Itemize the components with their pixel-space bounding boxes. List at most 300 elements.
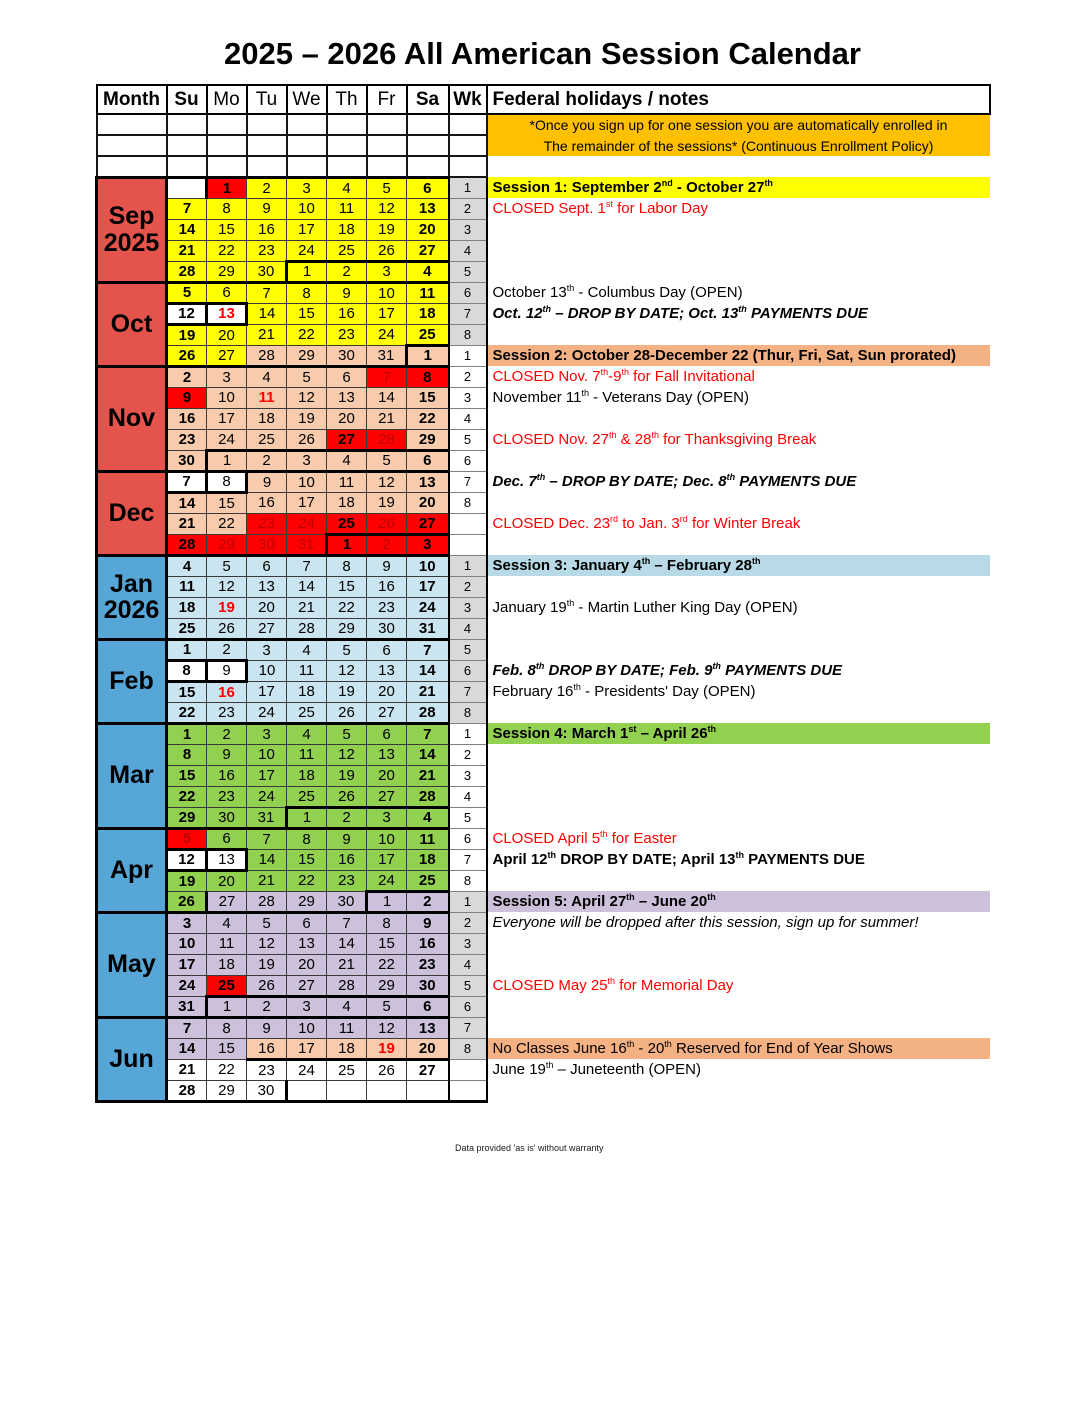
day-cell: 18: [407, 849, 449, 870]
week-number: 8: [449, 492, 487, 513]
day-cell: 28: [167, 261, 207, 282]
day-cell: 16: [327, 849, 367, 870]
day-cell: 20: [367, 765, 407, 786]
week-number: 7: [449, 681, 487, 702]
day-cell: 6: [407, 450, 449, 471]
day-cell: 5: [367, 450, 407, 471]
day-cell: 16: [247, 1038, 287, 1059]
day-cell: 19: [327, 681, 367, 702]
day-cell: 7: [407, 639, 449, 660]
day-cell: 27: [367, 702, 407, 723]
day-cell: 24: [247, 702, 287, 723]
day-cell: 15: [327, 576, 367, 597]
week-number: 4: [449, 954, 487, 975]
day-cell: 23: [207, 786, 247, 807]
day-cell: 28: [247, 345, 287, 366]
day-cell: 19: [167, 870, 207, 891]
day-cell: 7: [167, 471, 207, 492]
week-number: 3: [449, 597, 487, 618]
day-cell: 6: [407, 996, 449, 1017]
day-cell: 30: [247, 534, 287, 555]
month-label-apr: Apr: [97, 828, 167, 912]
day-cell: 4: [407, 807, 449, 828]
day-cell: 19: [167, 324, 207, 345]
day-cell: 19: [287, 408, 327, 429]
week-number: 5: [449, 975, 487, 996]
week-number: 7: [449, 471, 487, 492]
day-cell: 21: [247, 324, 287, 345]
week-number: 6: [449, 450, 487, 471]
day-cell: 12: [287, 387, 327, 408]
day-cell: 2: [207, 723, 247, 744]
day-cell: 6: [367, 723, 407, 744]
day-cell: 9: [207, 660, 247, 681]
day-cell: 2: [407, 891, 449, 912]
day-cell: 28: [247, 891, 287, 912]
day-cell: 21: [407, 681, 449, 702]
day-cell: 23: [207, 702, 247, 723]
col-header-tu: Tu: [247, 85, 287, 114]
week-number: 8: [449, 324, 487, 345]
day-cell: 11: [247, 387, 287, 408]
day-cell: 31: [287, 534, 327, 555]
day-cell: 10: [247, 744, 287, 765]
day-cell: 16: [247, 492, 287, 513]
note-drop-date: Dec. 7th – DROP BY DATE; Dec. 8th PAYMENTS DUE: [487, 471, 990, 492]
day-cell: 28: [327, 975, 367, 996]
month-label-mar: Mar: [97, 723, 167, 828]
month-label-may: May: [97, 912, 167, 1017]
day-cell: 6: [287, 912, 327, 933]
day-cell: 14: [407, 744, 449, 765]
day-cell: 24: [287, 1059, 327, 1080]
day-cell: 2: [247, 450, 287, 471]
day-cell: 19: [367, 492, 407, 513]
enrollment-policy-note: *Once you sign up for one session you are automatically enrolled in: [487, 114, 990, 135]
col-header-mo: Mo: [207, 85, 247, 114]
day-cell: 30: [327, 891, 367, 912]
day-cell: 9: [207, 744, 247, 765]
day-cell: 1: [287, 261, 327, 282]
note-cell: [487, 933, 990, 954]
day-cell: 17: [407, 576, 449, 597]
week-number: 1: [449, 723, 487, 744]
note-cell: [487, 1080, 990, 1101]
day-cell: 14: [407, 660, 449, 681]
day-cell: 21: [407, 765, 449, 786]
day-cell: 23: [247, 240, 287, 261]
day-cell: 29: [367, 975, 407, 996]
note-cell: [487, 492, 990, 513]
empty-cell: [97, 156, 167, 177]
day-cell: 30: [207, 807, 247, 828]
day-cell: 28: [407, 786, 449, 807]
page-title: 2025 – 2026 All American Session Calendar: [224, 36, 861, 71]
day-cell: 12: [207, 576, 247, 597]
day-cell: 17: [367, 849, 407, 870]
day-cell: 13: [327, 387, 367, 408]
week-number: 7: [449, 1017, 487, 1038]
day-cell: 20: [407, 219, 449, 240]
day-cell: 11: [167, 576, 207, 597]
note-cell: [487, 1017, 990, 1038]
day-cell: 24: [207, 429, 247, 450]
day-cell: 20: [247, 597, 287, 618]
day-cell: 17: [287, 1038, 327, 1059]
empty-cell: [207, 135, 247, 156]
day-cell: 18: [167, 597, 207, 618]
day-cell: 7: [167, 1017, 207, 1038]
day-cell: 24: [287, 513, 327, 534]
day-cell: 2: [367, 534, 407, 555]
week-number: 2: [449, 198, 487, 219]
day-cell: 10: [287, 471, 327, 492]
day-cell: 7: [407, 723, 449, 744]
month-label-oct: Oct: [97, 282, 167, 366]
day-cell: 12: [327, 744, 367, 765]
day-cell: 12: [327, 660, 367, 681]
day-cell: 15: [287, 303, 327, 324]
day-cell: 8: [207, 198, 247, 219]
note-cell: [487, 954, 990, 975]
col-header-notes: Federal holidays / notes: [487, 85, 990, 114]
session-4-header: Session 4: March 1st – April 26th: [487, 723, 990, 744]
week-number: 1: [449, 177, 487, 198]
day-cell: 11: [327, 471, 367, 492]
day-cell: 28: [167, 534, 207, 555]
day-cell: 9: [327, 282, 367, 303]
calendar-wrapper: [95, 84, 991, 1103]
week-number: [449, 534, 487, 555]
day-cell: 22: [287, 324, 327, 345]
day-cell: 23: [327, 324, 367, 345]
empty-cell: [367, 114, 407, 135]
day-cell: 26: [327, 786, 367, 807]
day-cell: 13: [407, 1017, 449, 1038]
day-cell: 23: [327, 870, 367, 891]
day-cell: 18: [327, 219, 367, 240]
day-cell: 28: [407, 702, 449, 723]
enrollment-policy-note: The remainder of the sessions* (Continuous Enrollment Policy): [487, 135, 990, 156]
week-number: 3: [449, 765, 487, 786]
day-cell: 5: [207, 555, 247, 576]
week-number: 4: [449, 240, 487, 261]
day-cell: 14: [167, 1038, 207, 1059]
note-cell: [487, 408, 990, 429]
day-cell: 12: [167, 849, 207, 870]
day-cell: 31: [167, 996, 207, 1017]
note-cell: [487, 576, 990, 597]
day-cell: 29: [207, 1080, 247, 1101]
note-cell: January 19th - Martin Luther King Day (OPEN): [487, 597, 990, 618]
day-cell: 17: [207, 408, 247, 429]
day-cell: 15: [407, 387, 449, 408]
day-cell: 27: [327, 429, 367, 450]
day-cell: 29: [327, 618, 367, 639]
day-cell: 8: [167, 660, 207, 681]
col-header-fr: Fr: [367, 85, 407, 114]
day-cell: 29: [287, 891, 327, 912]
day-cell: 26: [327, 702, 367, 723]
day-cell: 1: [367, 891, 407, 912]
day-cell: 27: [407, 240, 449, 261]
note-closed: CLOSED May 25th for Memorial Day: [487, 975, 990, 996]
note-drop-date: Oct. 12th – DROP BY DATE; Oct. 13th PAYMENTS DUE: [487, 303, 990, 324]
day-cell: 13: [407, 471, 449, 492]
day-cell: 3: [207, 366, 247, 387]
week-number: 7: [449, 849, 487, 870]
day-cell: 10: [207, 387, 247, 408]
day-cell: 13: [247, 576, 287, 597]
day-cell: 27: [407, 513, 449, 534]
week-number: 2: [449, 912, 487, 933]
note-cell: [487, 639, 990, 660]
week-number: 2: [449, 576, 487, 597]
day-cell: 2: [247, 177, 287, 198]
day-cell: 15: [167, 765, 207, 786]
day-cell: 6: [207, 282, 247, 303]
day-cell: 2: [207, 639, 247, 660]
day-cell: 13: [407, 198, 449, 219]
day-cell: 3: [407, 534, 449, 555]
day-cell: 12: [247, 933, 287, 954]
day-cell: 27: [207, 891, 247, 912]
day-cell: 4: [207, 912, 247, 933]
day-cell: 19: [247, 954, 287, 975]
day-cell: 20: [367, 681, 407, 702]
day-cell: 14: [167, 492, 207, 513]
day-cell: 28: [367, 429, 407, 450]
day-cell: 25: [167, 618, 207, 639]
week-number: 8: [449, 702, 487, 723]
day-cell: 20: [287, 954, 327, 975]
day-cell: 23: [407, 954, 449, 975]
note-cell: [487, 240, 990, 261]
day-cell: 13: [207, 849, 247, 870]
day-cell: 20: [327, 408, 367, 429]
day-cell: 30: [167, 450, 207, 471]
day-cell: 4: [247, 366, 287, 387]
day-cell: 27: [207, 345, 247, 366]
day-cell: 5: [247, 912, 287, 933]
day-cell: 19: [207, 597, 247, 618]
empty-cell: [287, 135, 327, 156]
day-cell: 16: [167, 408, 207, 429]
day-cell: 5: [167, 282, 207, 303]
day-cell: 26: [367, 240, 407, 261]
day-cell: 11: [407, 828, 449, 849]
week-number: 4: [449, 408, 487, 429]
day-cell: 18: [287, 681, 327, 702]
day-cell: 30: [367, 618, 407, 639]
week-number: 5: [449, 429, 487, 450]
week-number: 4: [449, 786, 487, 807]
empty-cell: [247, 156, 287, 177]
day-cell: 21: [327, 954, 367, 975]
day-cell: 17: [287, 492, 327, 513]
day-cell: 1: [207, 996, 247, 1017]
note-closed: CLOSED Nov. 7th-9th for Fall Invitational: [487, 366, 990, 387]
empty-cell: [327, 156, 367, 177]
day-cell: 2: [247, 996, 287, 1017]
day-cell: 1: [207, 450, 247, 471]
day-cell: 8: [287, 828, 327, 849]
day-cell: 1: [167, 723, 207, 744]
week-number: [449, 513, 487, 534]
day-cell: 25: [207, 975, 247, 996]
day-cell: 21: [287, 597, 327, 618]
note-cell: [487, 744, 990, 765]
week-number: 6: [449, 282, 487, 303]
col-header-th: Th: [327, 85, 367, 114]
day-cell: 21: [167, 1059, 207, 1080]
day-cell: 20: [407, 1038, 449, 1059]
day-cell: 21: [167, 513, 207, 534]
day-cell: 3: [167, 912, 207, 933]
day-cell: 8: [287, 282, 327, 303]
day-cell: 6: [207, 828, 247, 849]
day-cell: 6: [367, 639, 407, 660]
day-cell: [167, 177, 207, 198]
note-cell: [487, 618, 990, 639]
empty-cell: [97, 135, 167, 156]
day-cell: 30: [247, 1080, 287, 1101]
day-cell: 11: [327, 1017, 367, 1038]
day-cell: [367, 1080, 407, 1101]
day-cell: 10: [367, 828, 407, 849]
day-cell: 23: [247, 1059, 287, 1080]
empty-cell: [327, 114, 367, 135]
day-cell: 21: [167, 240, 207, 261]
day-cell: 10: [407, 555, 449, 576]
day-cell: 5: [327, 723, 367, 744]
day-cell: 31: [247, 807, 287, 828]
day-cell: 23: [367, 597, 407, 618]
note-no-classes: No Classes June 16th - 20th Reserved for End of Year Shows: [487, 1038, 990, 1059]
month-label-sep-2025: Sep 2025: [97, 177, 167, 282]
day-cell: 29: [407, 429, 449, 450]
col-header-su: Su: [167, 85, 207, 114]
day-cell: 23: [167, 429, 207, 450]
day-cell: 24: [367, 324, 407, 345]
day-cell: 8: [167, 744, 207, 765]
empty-cell: [207, 156, 247, 177]
week-number: 5: [449, 639, 487, 660]
day-cell: 18: [247, 408, 287, 429]
day-cell: 27: [287, 975, 327, 996]
day-cell: 7: [167, 198, 207, 219]
day-cell: 19: [367, 1038, 407, 1059]
day-cell: 9: [367, 555, 407, 576]
day-cell: 22: [207, 1059, 247, 1080]
empty-cell: [449, 114, 487, 135]
day-cell: 8: [407, 366, 449, 387]
month-label-feb: Feb: [97, 639, 167, 723]
empty-cell: [407, 135, 449, 156]
empty-cell: [407, 114, 449, 135]
note-cell: February 16th - Presidents' Day (OPEN): [487, 681, 990, 702]
day-cell: 23: [247, 513, 287, 534]
day-cell: 30: [327, 345, 367, 366]
day-cell: 25: [407, 324, 449, 345]
week-number: [449, 1080, 487, 1101]
day-cell: 4: [287, 723, 327, 744]
note-drop-date: Feb. 8th DROP BY DATE; Feb. 9th PAYMENTS DUE: [487, 660, 990, 681]
day-cell: 24: [407, 597, 449, 618]
day-cell: 14: [167, 219, 207, 240]
day-cell: 4: [167, 555, 207, 576]
day-cell: 3: [287, 177, 327, 198]
note-cell: [487, 702, 990, 723]
note-closed: CLOSED Nov. 27th & 28th for Thanksgiving Break: [487, 429, 990, 450]
session-5-header: Session 5: April 27th – June 20th: [487, 891, 990, 912]
day-cell: 10: [247, 660, 287, 681]
day-cell: 11: [207, 933, 247, 954]
day-cell: 12: [367, 471, 407, 492]
day-cell: 9: [407, 912, 449, 933]
day-cell: 4: [407, 261, 449, 282]
day-cell: 12: [167, 303, 207, 324]
day-cell: 29: [207, 261, 247, 282]
empty-cell: [449, 156, 487, 177]
day-cell: 20: [207, 870, 247, 891]
footer-disclaimer: Data provided 'as is' without warranty: [455, 1143, 604, 1153]
week-number: 5: [449, 807, 487, 828]
day-cell: 11: [407, 282, 449, 303]
day-cell: 14: [247, 849, 287, 870]
day-cell: 8: [367, 912, 407, 933]
day-cell: 22: [167, 786, 207, 807]
week-number: 6: [449, 996, 487, 1017]
day-cell: 14: [287, 576, 327, 597]
day-cell: 3: [247, 639, 287, 660]
day-cell: 16: [367, 576, 407, 597]
week-number: 1: [449, 345, 487, 366]
day-cell: 2: [327, 261, 367, 282]
day-cell: 1: [207, 177, 247, 198]
day-cell: 3: [367, 261, 407, 282]
session-2-header: Session 2: October 28-December 22 (Thur, Fri, Sat, Sun prorated): [487, 345, 990, 366]
day-cell: 2: [167, 366, 207, 387]
day-cell: 22: [207, 513, 247, 534]
day-cell: 25: [327, 513, 367, 534]
week-number: 2: [449, 366, 487, 387]
day-cell: 22: [167, 702, 207, 723]
day-cell: 19: [327, 765, 367, 786]
day-cell: [407, 1080, 449, 1101]
note-cell: [487, 534, 990, 555]
day-cell: 8: [207, 1017, 247, 1038]
week-number: 4: [449, 618, 487, 639]
day-cell: 10: [287, 1017, 327, 1038]
note-cell: [487, 324, 990, 345]
day-cell: 11: [287, 660, 327, 681]
day-cell: 2: [327, 807, 367, 828]
day-cell: 20: [207, 324, 247, 345]
day-cell: 9: [247, 471, 287, 492]
day-cell: 25: [247, 429, 287, 450]
day-cell: 8: [327, 555, 367, 576]
day-cell: 25: [327, 240, 367, 261]
day-cell: 30: [407, 975, 449, 996]
day-cell: 27: [247, 618, 287, 639]
col-header-we: We: [287, 85, 327, 114]
day-cell: 31: [367, 345, 407, 366]
day-cell: 27: [407, 1059, 449, 1080]
day-cell: 15: [207, 492, 247, 513]
col-header-sa: Sa: [407, 85, 449, 114]
empty-cell: [167, 114, 207, 135]
